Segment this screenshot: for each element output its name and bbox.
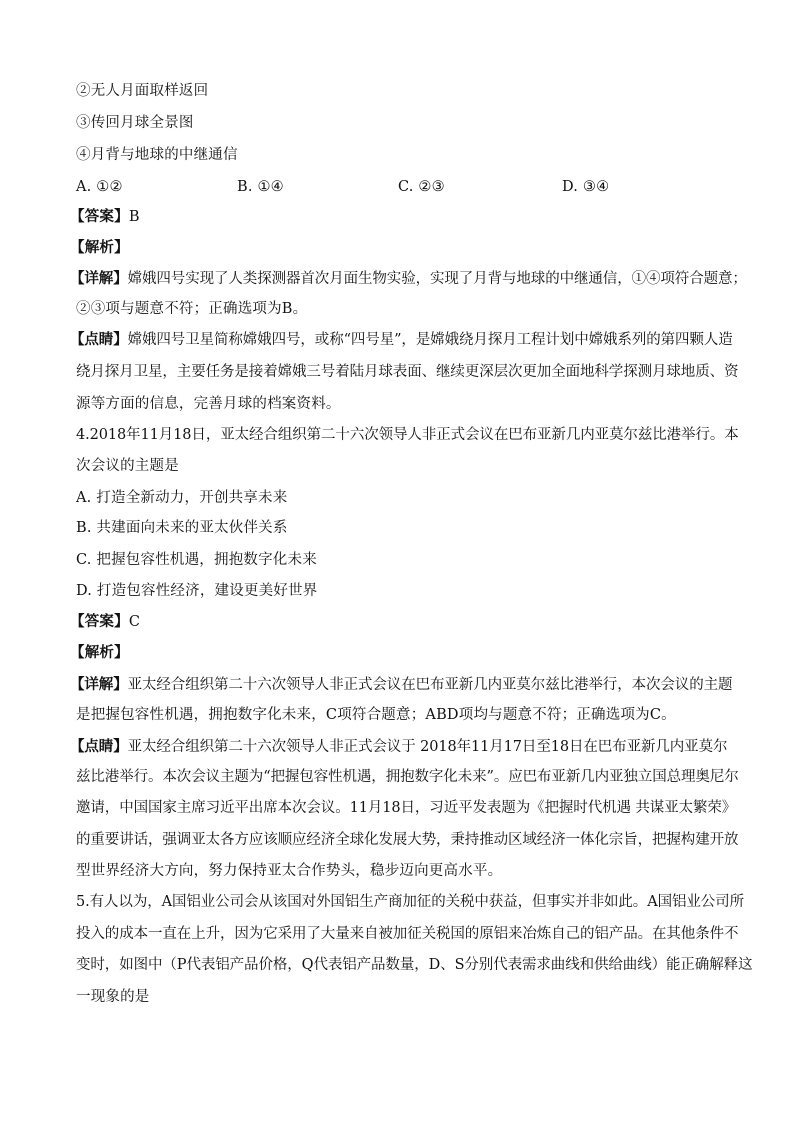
q4-answer xyxy=(70,613,720,631)
q4-note-line-3: 邀请，中国国家主席习近平出席本次会议。11月18日，习近平发表题为《把握时代机遇 共谋亚太繁荣》 xyxy=(76,800,737,816)
detail-tag: 【详解】 xyxy=(70,676,128,693)
note-tag: 【点睛】 xyxy=(70,738,128,755)
q5-stem-line-1: 5.有人以为，A国铝业公司会从该国对外国铝生产商加征的关税中获益，但事实并非如此。A国铝业公司所 xyxy=(76,894,744,910)
q3-detail-line-1: 【详解】嫦娥四号实现了人类探测器首次月面生物实验，实现了月背与地球的中继通信，①④项符合题意； xyxy=(70,270,747,287)
answer-tag: 【答案】 xyxy=(70,613,129,630)
q4-option-c: C. 把握包容性机遇，拥抱数字化未来 xyxy=(76,552,317,568)
q3-answer xyxy=(70,208,720,226)
answer-value: B xyxy=(128,209,140,225)
q3-item-2: ②无人月面取样返回 xyxy=(76,83,209,99)
q4-option-d: D. 打造包容性经济，建设更美好世界 xyxy=(76,583,318,599)
q3-options-row xyxy=(76,178,726,196)
q5-stem-line-3: 变时，如图中（P代表铝产品价格，Q代表铝产品数量，D、S分别代表需求曲线和供给曲线）能正确解释这 xyxy=(76,957,753,973)
q3-note-line-2: 绕月探月卫星，主要任务是接着嫦娥三号着陆月球表面、继续更深层次更加全面地科学探测月球地质、资 xyxy=(76,364,739,380)
answer-tag: 【答案】 xyxy=(70,208,129,225)
q4-option-a: A. 打造全新动力，开创共享未来 xyxy=(76,490,288,506)
q3-item-4: ④月背与地球的中继通信 xyxy=(76,147,238,163)
q4-note-line-4: 的重要讲话，强调亚太各方应该顺应经济全球化发展大势，秉持推动区域经济一体化宗旨，把握构建开放 xyxy=(76,832,739,848)
q5-stem-line-2: 投入的成本一直在上升，因为它采用了大量来自被加征关税国的原铝来冶炼自己的铝产品。在其他条件不 xyxy=(76,926,739,942)
q4-detail-line-1: 【详解】亚太经合组织第二十六次领导人非正式会议在巴布亚新几内亚莫尔兹比港举行，本次会议的主题 xyxy=(70,676,733,693)
q3-item-3: ③传回月球全景图 xyxy=(76,115,194,131)
q4-analysis-tag: 【解析】 xyxy=(70,644,129,661)
q4-note-line-5: 型世界经济大方向，努力保持亚太合作势头，稳步迈向更高水平。 xyxy=(76,863,503,879)
q3-note-line-1: 【点睛】嫦娥四号卫星简称嫦娥四号，或称“四号星”，是嫦娥绕月探月工程计划中嫦娥系列的第四颗人造 xyxy=(70,331,733,348)
q4-note-line-2: 兹比港举行。本次会议主题为“把握包容性机遇，拥抱数字化未来”。应巴布亚新几内亚独立国总理奥尼尔 xyxy=(76,769,739,785)
q3-option-b: B. ①④ xyxy=(237,179,284,195)
q5-stem-line-4: 一现象的是 xyxy=(76,989,150,1005)
q3-note-line-3: 源等方面的信息，完善月球的档案资料。 xyxy=(76,396,341,412)
note-tag: 【点睛】 xyxy=(70,331,128,348)
q3-option-a: A. ①② xyxy=(76,179,123,195)
q4-stem-line-1: 4.2018年11月18日，亚太经合组织第二十六次领导人非正式会议在巴布亚新几内亚莫尔兹比港举行。本 xyxy=(76,427,739,443)
q4-option-b: B. 共建面向未来的亚太伙伴关系 xyxy=(76,520,288,536)
detail-tag: 【详解】 xyxy=(70,270,128,287)
q4-detail-line-2: 是把握包容性机遇，拥抱数字化未来，C项符合题意；ABD项均与题意不符；正确选项为C。 xyxy=(76,707,676,723)
answer-value: C xyxy=(128,614,141,630)
q4-stem-line-2: 次会议的主题是 xyxy=(76,458,179,474)
q4-note-line-1: 【点睛】亚太经合组织第二十六次领导人非正式会议于 2018年11月17日至18日在巴布亚新几内亚莫尔 xyxy=(70,738,728,755)
q3-analysis-tag: 【解析】 xyxy=(70,239,129,256)
q3-option-d: D. ③④ xyxy=(562,179,610,195)
q3-detail-line-2: ②③项与题意不符；正确选项为B。 xyxy=(76,301,308,317)
q3-option-c: C. ②③ xyxy=(398,179,445,195)
